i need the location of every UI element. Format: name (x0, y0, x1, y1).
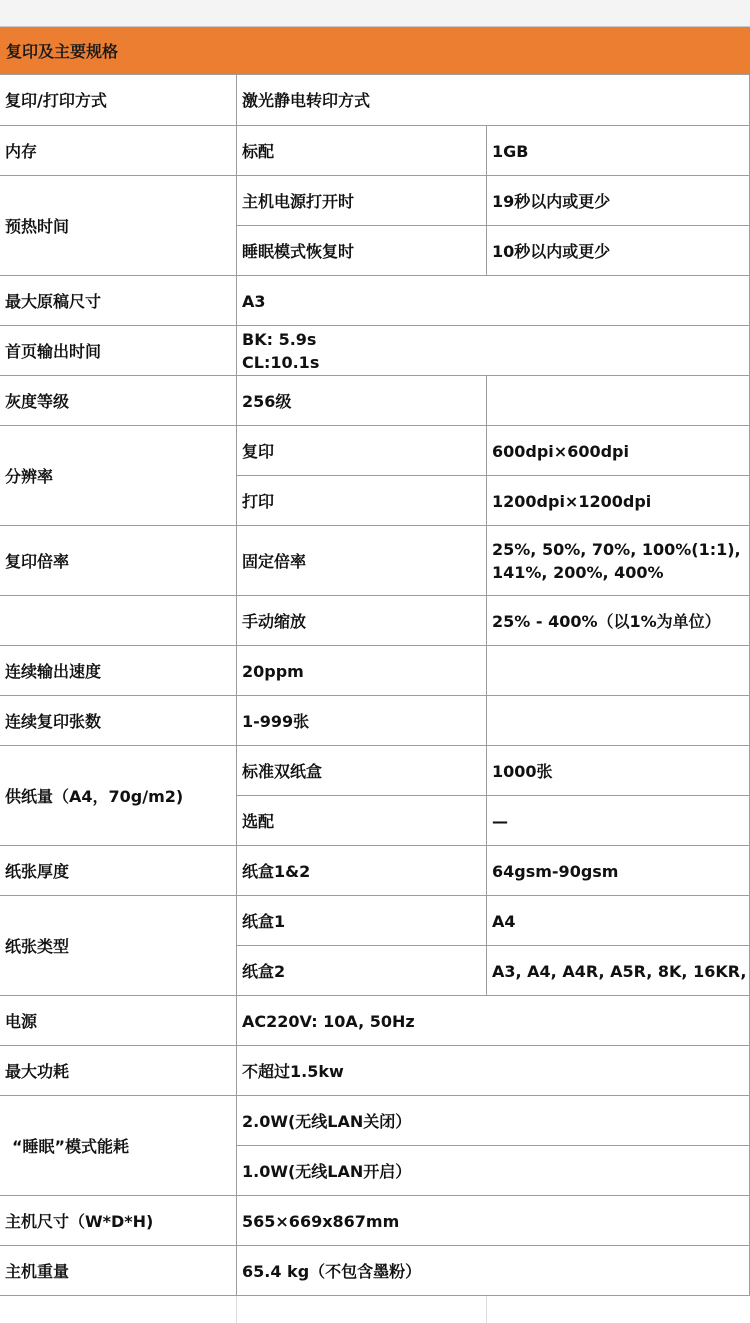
value-first-page: BK: 5.9s CL:10.1s (242, 330, 320, 372)
grid-line (486, 375, 487, 846)
value-max-original: A3 (242, 291, 266, 311)
sub-label-zoom-fixed: 固定倍率 (242, 551, 307, 571)
sub-label-warmup-sleep: 睡眠模式恢复时 (242, 241, 355, 261)
grid-line (0, 695, 750, 696)
value-zoom-fixed: 25%, 50%, 70%, 100%(1:1), 141%, 200%, 400% (492, 540, 741, 582)
sub-label-memory-standard: 标配 (242, 141, 275, 161)
grid-line (0, 325, 750, 326)
value-copy-method: 激光静电转印方式 (242, 90, 371, 110)
grid-line (0, 845, 750, 846)
value-paper-tray1: A4 (492, 911, 516, 931)
row-label-paper-thickness: 纸张厚度 (5, 861, 70, 881)
grid-line (0, 1195, 750, 1196)
row-label-warmup: 预热时间 (5, 216, 70, 236)
value-dimensions: 565×669x867mm (242, 1211, 400, 1231)
row-label-resolution: 分辨率 (5, 466, 54, 486)
section-title: 复印及主要规格 (6, 42, 119, 61)
value-paper-optional: — (492, 811, 508, 831)
row-label-copy-method: 复印/打印方式 (5, 90, 107, 110)
value-max-power: 不超过1.5kw (242, 1061, 344, 1081)
grid-line (237, 475, 750, 476)
grid-line (486, 1296, 487, 1323)
grid-line (0, 895, 750, 896)
row-label-memory: 内存 (5, 141, 38, 161)
grid-line (0, 1245, 750, 1246)
grid-line (486, 125, 487, 276)
sub-label-paper-optional: 选配 (242, 811, 275, 831)
row-label-paper-type: 纸张类型 (5, 936, 70, 956)
grid-line (0, 275, 750, 276)
grid-line (237, 225, 750, 226)
value-speed: 20ppm (242, 661, 304, 681)
value-weight: 65.4 kg（不包含墨粉） (242, 1261, 422, 1281)
sub-label-paper-tray1: 纸盒1 (242, 911, 286, 931)
value-resolution-print: 1200dpi×1200dpi (492, 491, 652, 511)
sub-label-paper-standard: 标准双纸盒 (242, 761, 323, 781)
row-label-paper-capacity: 供纸量（A4，70g/m2) (5, 786, 184, 806)
value-sleep-power-lan-off: 2.0W(无线LAN关闭） (242, 1111, 412, 1131)
sub-label-paper-thickness-trays: 纸盒1&2 (242, 861, 311, 881)
row-label-sleep-power: “睡眠”模式能耗 (12, 1136, 130, 1156)
value-sleep-power-lan-on: 1.0W(无线LAN开启） (242, 1161, 412, 1181)
row-label-max-original: 最大原稿尺寸 (5, 291, 102, 311)
grid-line (0, 1095, 750, 1096)
grid-line (486, 845, 487, 996)
value-warmup-sleep: 10秒以内或更少 (492, 241, 611, 261)
row-label-gray-levels: 灰度等级 (5, 391, 70, 411)
grid-line (236, 75, 237, 1296)
grid-line (0, 125, 750, 126)
grid-line (237, 945, 750, 946)
grid-line (0, 375, 750, 376)
sub-label-resolution-print: 打印 (242, 491, 275, 511)
value-paper-thickness: 64gsm-90gsm (492, 861, 619, 881)
value-gray-levels: 256级 (242, 391, 292, 411)
grid-line (0, 1295, 750, 1296)
row-label-speed: 连续输出速度 (5, 661, 102, 681)
grid-line (0, 745, 750, 746)
sub-label-paper-tray2: 纸盒2 (242, 961, 286, 981)
grid-line (0, 995, 750, 996)
value-paper-tray2: A3, A4, A4R, A5R, 8K, 16KR, (492, 961, 747, 981)
section-header (0, 26, 750, 75)
value-warmup-power-on: 19秒以内或更少 (492, 191, 611, 211)
row-label-max-power: 最大功耗 (5, 1061, 70, 1081)
row-label-first-page: 首页输出时间 (5, 341, 102, 361)
value-continuous-copies: 1-999张 (242, 711, 310, 731)
value-paper-standard: 1000张 (492, 761, 553, 781)
value-zoom-manual: 25% - 400%（以1%为单位） (492, 611, 721, 631)
grid-line (0, 425, 750, 426)
row-label-dimensions: 主机尺寸（W*D*H) (5, 1211, 154, 1231)
grid-line (237, 795, 750, 796)
grid-line (0, 1045, 750, 1046)
sub-label-resolution-copy: 复印 (242, 441, 275, 461)
grid-line (0, 645, 750, 646)
row-label-zoom: 复印倍率 (5, 551, 70, 571)
grid-line (0, 525, 750, 526)
value-memory: 1GB (492, 141, 529, 161)
value-resolution-copy: 600dpi×600dpi (492, 441, 629, 461)
grid-line (0, 595, 750, 596)
grid-line (0, 175, 750, 176)
top-strip (0, 0, 750, 26)
row-label-weight: 主机重量 (5, 1261, 70, 1281)
sub-label-warmup-power-on: 主机电源打开时 (242, 191, 355, 211)
row-label-power: 电源 (5, 1011, 38, 1031)
grid-line (237, 1145, 750, 1146)
value-power: AC220V: 10A, 50Hz (242, 1011, 415, 1031)
grid-line (236, 1296, 237, 1323)
row-label-continuous-copies: 连续复印张数 (5, 711, 102, 731)
sub-label-zoom-manual: 手动缩放 (242, 611, 307, 631)
